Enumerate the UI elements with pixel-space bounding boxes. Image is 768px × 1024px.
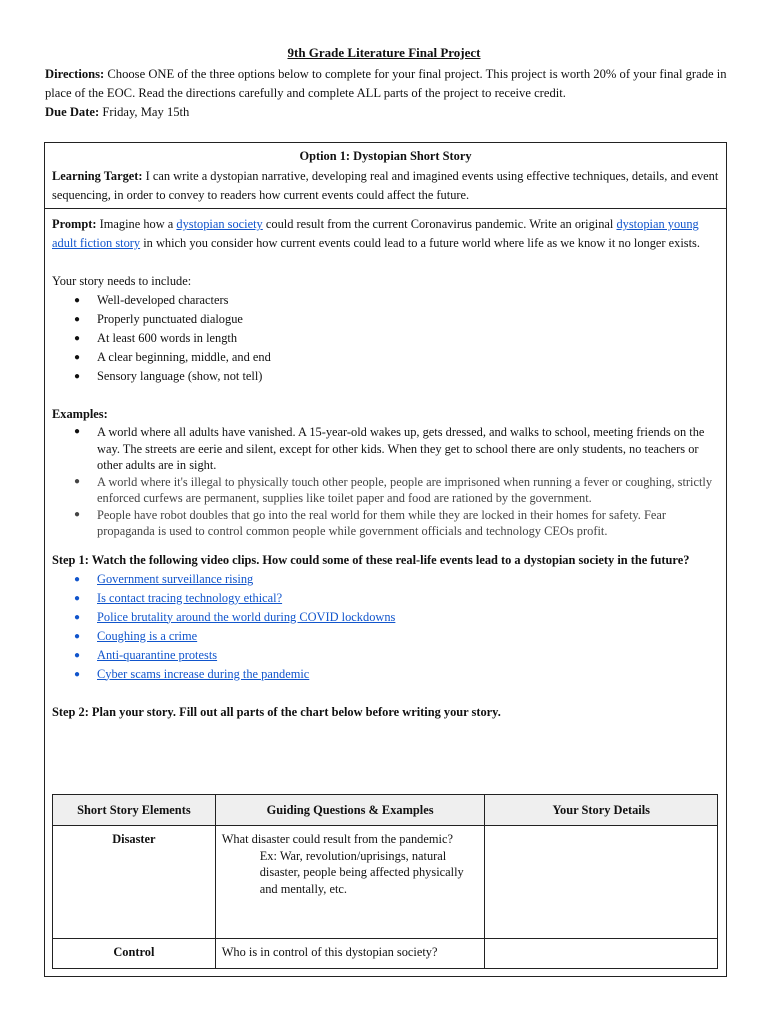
table-row: [53, 826, 718, 939]
requirements-heading: Your story needs to include:: [52, 274, 192, 288]
option-box: [44, 142, 727, 977]
list-item: ● At least 600 words in length: [52, 329, 722, 348]
option-body: [52, 215, 722, 722]
element-name: Control: [53, 939, 216, 969]
directions-label: Directions:: [45, 67, 105, 81]
video-link[interactable]: ● Is contact tracing technology ethical?: [52, 589, 722, 608]
list-item: ● Sensory language (show, not tell): [52, 367, 722, 386]
learning-target-label: Learning Target:: [52, 169, 143, 183]
guiding-question: Who is in control of this dystopian society?: [215, 939, 485, 969]
question-text: What disaster could result from the pandemic?: [221, 832, 453, 846]
list-item: ● A world where all adults have vanished. A 15-year-old wakes up, gets dressed, and walks to school, meeting friends on the way. The streets are eerie and silent, except for other kids. When they get to school there are only students, no teachers or other adults are in sight.: [52, 424, 722, 474]
option-header: [45, 143, 726, 209]
story-details-cell[interactable]: [485, 939, 718, 969]
list-item: ● A world where it's illegal to physically touch other people, people are imprisoned when running a fever or coughing, strictly enforced curfews are permanent, supplies like toilet paper and food are rationed by the government.: [52, 474, 722, 507]
element-name: Disaster: [53, 826, 216, 939]
examples-heading: Examples:: [52, 407, 108, 421]
story-details-cell[interactable]: [485, 826, 718, 939]
column-header: Short Story Elements: [53, 795, 216, 826]
prompt-text-3: in which you consider how current events could lead to a future world where life as we know it no longer exists.: [143, 236, 700, 250]
column-header: Your Story Details: [485, 795, 718, 826]
prompt-text-2: could result from the current Coronavirus pandemic. Write an original: [265, 217, 614, 231]
list-item: ● A clear beginning, middle, and end: [52, 348, 722, 367]
video-link[interactable]: ● Government surveillance rising: [52, 570, 722, 589]
video-link[interactable]: ● Anti-quarantine protests: [52, 646, 722, 665]
prompt: [52, 215, 722, 253]
due-date-label: Due Date:: [45, 105, 100, 119]
video-link[interactable]: ● Coughing is a crime: [52, 627, 722, 646]
step2-heading: Step 2: Plan your story. Fill out all parts of the chart below before writing your story.: [52, 704, 501, 719]
step1-heading: Step 1: Watch the following video clips. How could some of these real-life events lead to a dystopian society in the future?: [52, 552, 690, 567]
intro-section: [45, 65, 730, 122]
table-row: [53, 939, 718, 969]
directions-text: Choose ONE of the three options below to complete for your final project. This project is worth 20% of your final grade in place of the EOC. Read the directions carefully and complete ALL parts of the project to receive credit.: [45, 67, 727, 100]
requirements-list: [52, 291, 722, 386]
prompt-text-1: Imagine how a: [99, 217, 174, 231]
learning-target: [52, 167, 720, 205]
video-link[interactable]: ● Cyber scams increase during the pandemic: [52, 665, 722, 684]
dystopian-fiction-link[interactable]: dystopian young adult fiction story: [52, 217, 699, 250]
list-item: ● Well-developed characters: [52, 291, 722, 310]
story-plan-table: [52, 794, 718, 969]
examples-list: [52, 424, 722, 540]
option-title: Option 1: Dystopian Short Story: [299, 149, 472, 163]
prompt-label: Prompt:: [52, 217, 97, 231]
dystopian-society-link[interactable]: dystopian society: [176, 217, 263, 231]
list-item: ● People have robot doubles that go into the real world for them while they are locked in their homes for safety. Fear propaganda is used to control common people while government officials and technology CEOs profit.: [52, 507, 722, 540]
page-title: 9th Grade Literature Final Project: [287, 45, 481, 60]
learning-target-text: I can write a dystopian narrative, developing real and imagined events using effective techniques, details, and event sequencing, in order to convey to readers how current events could affect the future.: [52, 169, 719, 202]
video-links-list: [52, 570, 722, 684]
example-text: Ex: War, revolution/uprisings, natural disaster, people being affected physically and mentally, etc.: [259, 848, 464, 896]
column-header: Guiding Questions & Examples: [215, 795, 485, 826]
list-item: ● Properly punctuated dialogue: [52, 310, 722, 329]
table-header-row: [53, 795, 718, 826]
video-link[interactable]: ● Police brutality around the world during COVID lockdowns: [52, 608, 722, 627]
guiding-question: [215, 826, 485, 939]
due-date-text: Friday, May 15th: [102, 105, 190, 119]
